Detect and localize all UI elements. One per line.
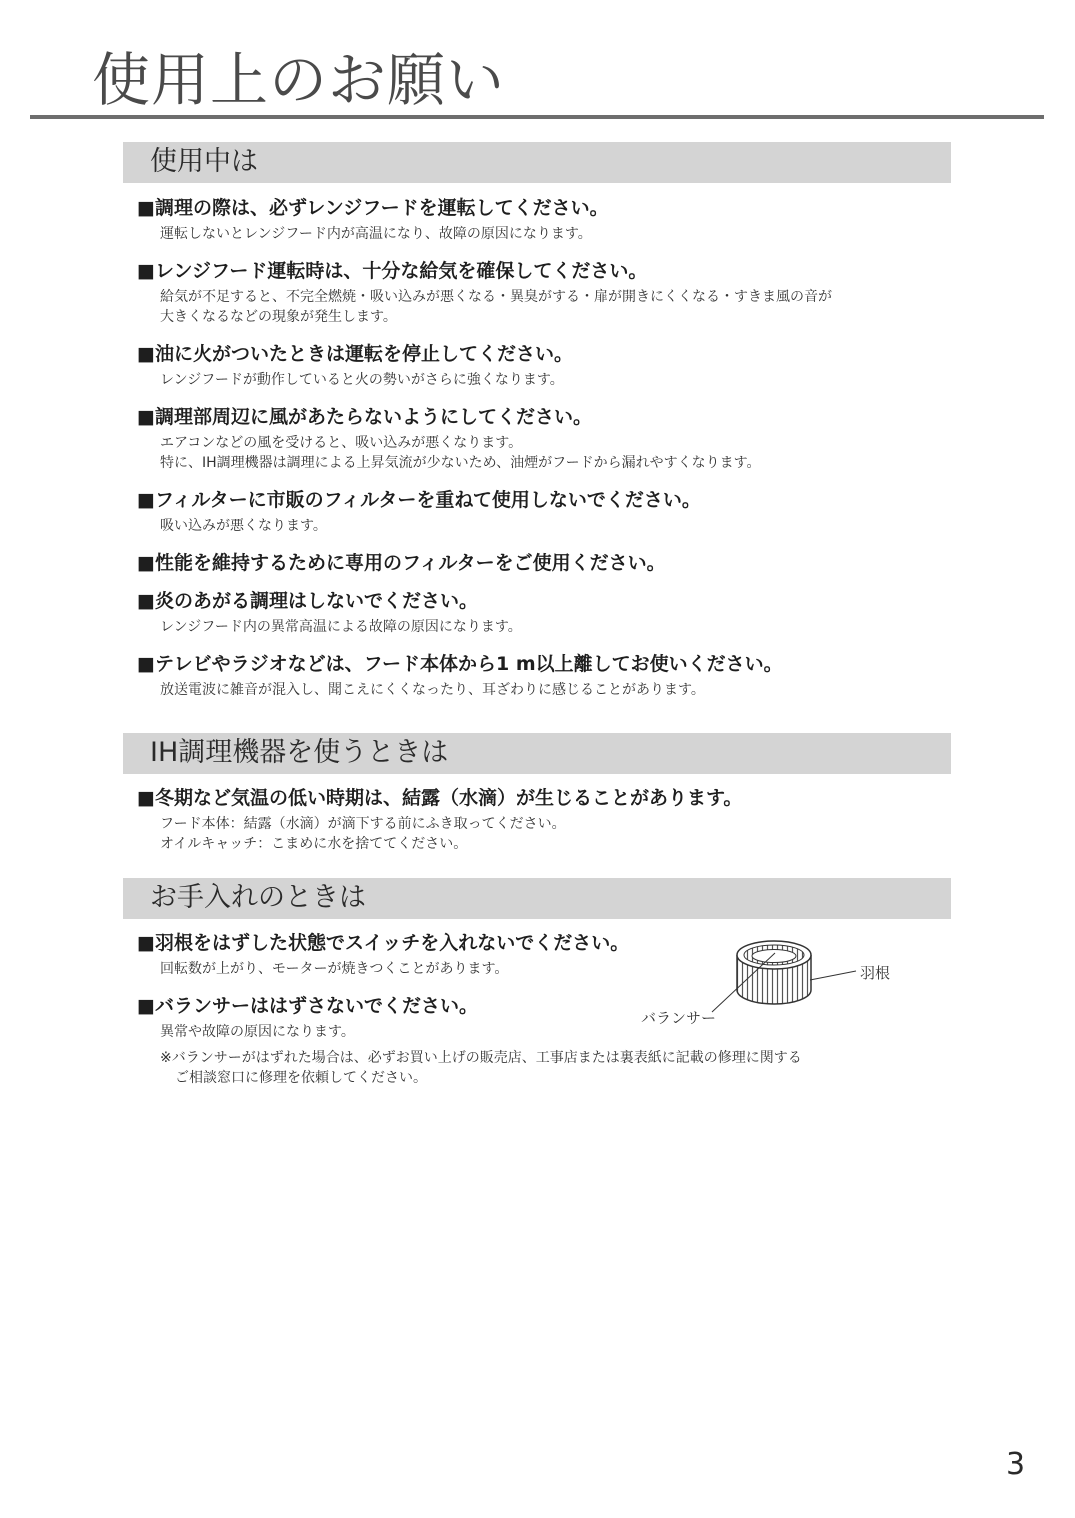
caution-heading: ■調理部周辺に風があたらないようにしてください。 xyxy=(137,406,592,428)
caution-heading: ■油に火がついたときは運転を停止してください。 xyxy=(137,343,573,365)
blade-label: 羽根 xyxy=(860,964,891,982)
bullet-square-icon: ■ xyxy=(137,197,155,219)
caution-heading: ■調理の際は、必ずレンジフードを運転してください。 xyxy=(137,197,609,219)
section-heading-in-use xyxy=(123,142,951,183)
bullet-square-icon: ■ xyxy=(137,932,155,954)
caution-heading: ■レンジフード運転時は、十分な給気を確保してください。 xyxy=(137,260,648,282)
caution-heading: ■性能を維持するために専用のフィルターをご使用ください。 xyxy=(137,552,666,574)
caution-note: ご相談窓口に修理を依頼してください。 xyxy=(175,1070,427,1086)
caution-note: 放送電波に雑音が混入し、聞こえにくくなったり、耳ざわりに感じることがあります。 xyxy=(160,682,705,698)
bullet-square-icon: ■ xyxy=(137,552,155,574)
caution-heading: ■羽根をはずした状態でスイッチを入れないでください。 xyxy=(137,932,630,954)
section-heading-text: 使用中は xyxy=(150,146,258,177)
caution-note: ※バランサーがはずれた場合は、必ずお買い上げの販売店、工事店または裏表紙に記載の修理に関する xyxy=(160,1050,802,1066)
caution-note: 吸い込みが悪くなります。 xyxy=(160,518,327,534)
caution-heading: ■バランサーははずさないでください。 xyxy=(137,995,478,1017)
page-number: 3 xyxy=(1006,1447,1026,1482)
caution-note: オイルキャッチ：こまめに水を捨ててください。 xyxy=(160,836,468,852)
bullet-square-icon: ■ xyxy=(137,653,155,675)
page-title: 使用上のお願い xyxy=(92,46,506,114)
caution-note: フード本体：結露（水滴）が滴下する前にふき取ってください。 xyxy=(160,816,566,832)
balancer-label: バランサー xyxy=(641,1009,717,1027)
section-heading-maintenance xyxy=(123,878,951,919)
section-heading-text: お手入れのときは xyxy=(150,882,366,913)
caution-note: 大きくなるなどの現象が発生します。 xyxy=(160,309,397,325)
caution-note: 運転しないとレンジフード内が高温になり、故障の原因になります。 xyxy=(160,226,592,242)
fan-illustration xyxy=(640,925,910,1035)
section-heading-text: IH調理機器を使うときは xyxy=(150,737,449,768)
bullet-square-icon: ■ xyxy=(137,995,155,1017)
caution-note: 特に、IH調理機器は調理による上昇気流が少ないため、油煙がフードから漏れやすくなります。 xyxy=(160,455,761,471)
caution-heading: ■冬期など気温の低い時期は、結露（水滴）が生じることがあります。 xyxy=(137,787,743,809)
caution-note: 給気が不足すると、不完全燃焼・吸い込みが悪くなる・異臭がする・扉が開きにくくなる・すきま風の音が xyxy=(160,289,832,305)
caution-heading: ■テレビやラジオなどは、フード本体から1 m以上離してお使いください。 xyxy=(137,653,783,675)
caution-heading: ■フィルターに市販のフィルターを重ねて使用しないでください。 xyxy=(137,489,701,511)
caution-note: エアコンなどの風を受けると、吸い込みが悪くなります。 xyxy=(160,435,523,451)
title-divider xyxy=(30,115,1044,119)
bullet-square-icon: ■ xyxy=(137,260,155,282)
caution-note: レンジフード内の異常高温による故障の原因になります。 xyxy=(160,619,522,635)
caution-note: 回転数が上がり、モーターが焼きつくことがあります。 xyxy=(160,961,509,977)
bullet-square-icon: ■ xyxy=(137,406,155,428)
caution-note: 異常や故障の原因になります。 xyxy=(160,1024,355,1040)
bullet-square-icon: ■ xyxy=(137,787,155,809)
bullet-square-icon: ■ xyxy=(137,489,155,511)
bullet-square-icon: ■ xyxy=(137,590,155,612)
caution-note: レンジフードが動作していると火の勢いがさらに強くなります。 xyxy=(160,372,564,388)
caution-heading: ■炎のあがる調理はしないでください。 xyxy=(137,590,478,612)
section-heading-ih xyxy=(123,733,951,774)
bullet-square-icon: ■ xyxy=(137,343,155,365)
